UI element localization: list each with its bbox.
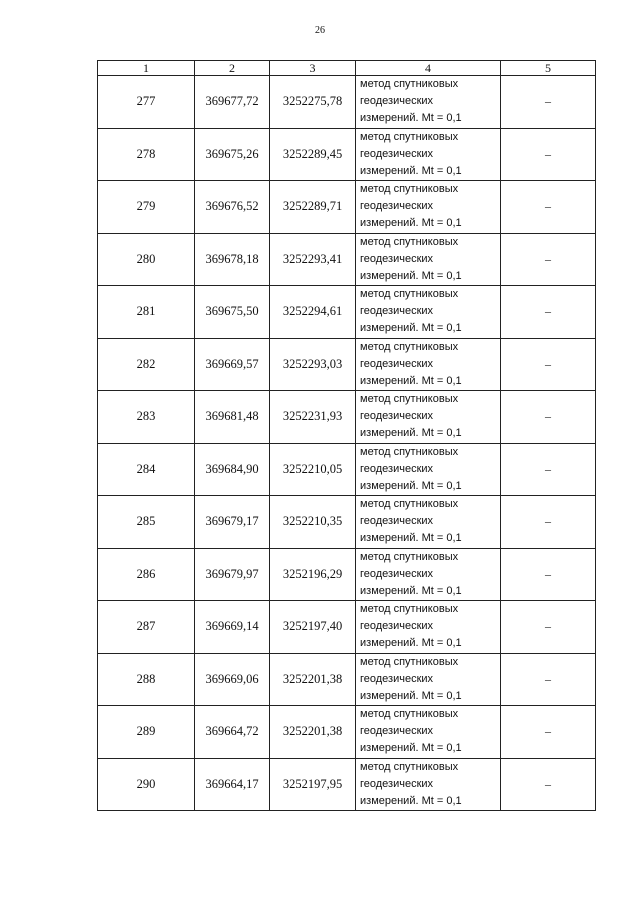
method-line: метод спутниковых [360, 288, 459, 301]
point-number-cell: 289 [98, 706, 195, 759]
method-cell [356, 76, 501, 129]
y-coordinate-cell: 3252197,95 [270, 758, 356, 811]
method-cell [356, 601, 501, 654]
note-cell: – [501, 601, 596, 654]
method-cell [356, 548, 501, 601]
point-number-cell: 288 [98, 653, 195, 706]
point-number-cell: 286 [98, 548, 195, 601]
point-number-cell: 282 [98, 338, 195, 391]
method-line: метод спутниковых [360, 603, 459, 616]
method-line: метод спутниковых [360, 130, 459, 143]
point-number-cell: 285 [98, 496, 195, 549]
table-row [98, 338, 596, 391]
x-coordinate-cell: 369679,17 [195, 496, 270, 549]
method-line: метод спутниковых [360, 498, 459, 511]
table-row [98, 181, 596, 234]
method-line: измерений. Mt = 0,1 [360, 794, 462, 807]
point-number-cell: 290 [98, 758, 195, 811]
x-coordinate-cell: 369669,06 [195, 653, 270, 706]
point-number-cell: 280 [98, 233, 195, 286]
x-coordinate-cell: 369675,50 [195, 286, 270, 339]
method-line: геодезических [360, 147, 434, 160]
table-body [98, 76, 596, 811]
method-cell [356, 128, 501, 181]
x-coordinate-cell: 369669,14 [195, 601, 270, 654]
method-cell [356, 653, 501, 706]
x-coordinate-cell: 369684,90 [195, 443, 270, 496]
y-coordinate-cell: 3252275,78 [270, 76, 356, 129]
note-cell: – [501, 496, 596, 549]
y-coordinate-cell: 3252197,40 [270, 601, 356, 654]
header-col-3: 3 [270, 61, 356, 76]
header-col-2: 2 [195, 61, 270, 76]
header-col-1: 1 [98, 61, 195, 76]
method-line: метод спутниковых [360, 340, 459, 353]
x-coordinate-cell: 369677,72 [195, 76, 270, 129]
note-cell: – [501, 76, 596, 129]
table-row [98, 496, 596, 549]
method-line: геодезических [360, 515, 434, 528]
note-cell: – [501, 706, 596, 759]
table-row [98, 391, 596, 444]
note-cell: – [501, 338, 596, 391]
table-row [98, 233, 596, 286]
method-line: измерений. Mt = 0,1 [360, 269, 462, 282]
method-line: метод спутниковых [360, 708, 459, 721]
method-line: метод спутниковых [360, 183, 459, 196]
x-coordinate-cell: 369664,17 [195, 758, 270, 811]
x-coordinate-cell: 369678,18 [195, 233, 270, 286]
method-line: геодезических [360, 672, 434, 685]
table-row [98, 286, 596, 339]
table-row [98, 653, 596, 706]
method-line: измерений. Mt = 0,1 [360, 689, 462, 702]
table-row [98, 601, 596, 654]
point-number-cell: 278 [98, 128, 195, 181]
method-cell [356, 706, 501, 759]
method-line: измерений. Mt = 0,1 [360, 584, 462, 597]
y-coordinate-cell: 3252201,38 [270, 653, 356, 706]
table-row [98, 443, 596, 496]
table-row [98, 706, 596, 759]
note-cell: – [501, 128, 596, 181]
page-number: 26 [315, 25, 325, 36]
method-line: измерений. Mt = 0,1 [360, 112, 462, 125]
x-coordinate-cell: 369675,26 [195, 128, 270, 181]
point-number-cell: 284 [98, 443, 195, 496]
note-cell: – [501, 653, 596, 706]
header-col-4: 4 [356, 61, 501, 76]
method-cell [356, 233, 501, 286]
method-line: измерений. Mt = 0,1 [360, 479, 462, 492]
table-row [98, 76, 596, 129]
method-line: геодезических [360, 462, 434, 475]
method-line: геодезических [360, 410, 434, 423]
method-line: метод спутниковых [360, 550, 459, 563]
method-line: геодезических [360, 725, 434, 738]
note-cell: – [501, 233, 596, 286]
method-line: метод спутниковых [360, 393, 459, 406]
method-line: метод спутниковых [360, 235, 459, 248]
method-line: измерений. Mt = 0,1 [360, 742, 462, 755]
method-line: измерений. Mt = 0,1 [360, 164, 462, 177]
method-cell [356, 758, 501, 811]
table-row [98, 548, 596, 601]
point-number-cell: 279 [98, 181, 195, 234]
table-header-row [98, 61, 596, 76]
y-coordinate-cell: 3252293,41 [270, 233, 356, 286]
method-line: метод спутниковых [360, 78, 459, 91]
method-cell [356, 181, 501, 234]
method-cell [356, 286, 501, 339]
method-line: геодезических [360, 777, 434, 790]
method-line: измерений. Mt = 0,1 [360, 217, 462, 230]
method-line: метод спутниковых [360, 655, 459, 668]
x-coordinate-cell: 369664,72 [195, 706, 270, 759]
y-coordinate-cell: 3252289,45 [270, 128, 356, 181]
y-coordinate-cell: 3252294,61 [270, 286, 356, 339]
x-coordinate-cell: 369676,52 [195, 181, 270, 234]
method-cell [356, 496, 501, 549]
method-cell [356, 338, 501, 391]
method-line: геодезических [360, 305, 434, 318]
note-cell: – [501, 548, 596, 601]
y-coordinate-cell: 3252201,38 [270, 706, 356, 759]
header-col-5: 5 [501, 61, 596, 76]
method-line: измерений. Mt = 0,1 [360, 532, 462, 545]
point-number-cell: 277 [98, 76, 195, 129]
y-coordinate-cell: 3252231,93 [270, 391, 356, 444]
method-line: геодезических [360, 567, 434, 580]
point-number-cell: 281 [98, 286, 195, 339]
method-line: геодезических [360, 200, 434, 213]
note-cell: – [501, 391, 596, 444]
y-coordinate-cell: 3252293,03 [270, 338, 356, 391]
method-line: геодезических [360, 357, 434, 370]
x-coordinate-cell: 369679,97 [195, 548, 270, 601]
method-line: метод спутниковых [360, 445, 459, 458]
y-coordinate-cell: 3252210,05 [270, 443, 356, 496]
x-coordinate-cell: 369669,57 [195, 338, 270, 391]
method-line: измерений. Mt = 0,1 [360, 637, 462, 650]
note-cell: – [501, 181, 596, 234]
y-coordinate-cell: 3252289,71 [270, 181, 356, 234]
method-cell [356, 391, 501, 444]
method-line: геодезических [360, 620, 434, 633]
note-cell: – [501, 758, 596, 811]
table-row [98, 758, 596, 811]
coordinates-table [97, 60, 596, 811]
point-number-cell: 283 [98, 391, 195, 444]
method-line: измерений. Mt = 0,1 [360, 374, 462, 387]
method-line: измерений. Mt = 0,1 [360, 427, 462, 440]
y-coordinate-cell: 3252196,29 [270, 548, 356, 601]
note-cell: – [501, 286, 596, 339]
point-number-cell: 287 [98, 601, 195, 654]
y-coordinate-cell: 3252210,35 [270, 496, 356, 549]
note-cell: – [501, 443, 596, 496]
method-line: геодезических [360, 95, 434, 108]
table-row [98, 128, 596, 181]
method-line: измерений. Mt = 0,1 [360, 322, 462, 335]
method-line: геодезических [360, 252, 434, 265]
method-cell [356, 443, 501, 496]
x-coordinate-cell: 369681,48 [195, 391, 270, 444]
method-line: метод спутниковых [360, 760, 459, 773]
